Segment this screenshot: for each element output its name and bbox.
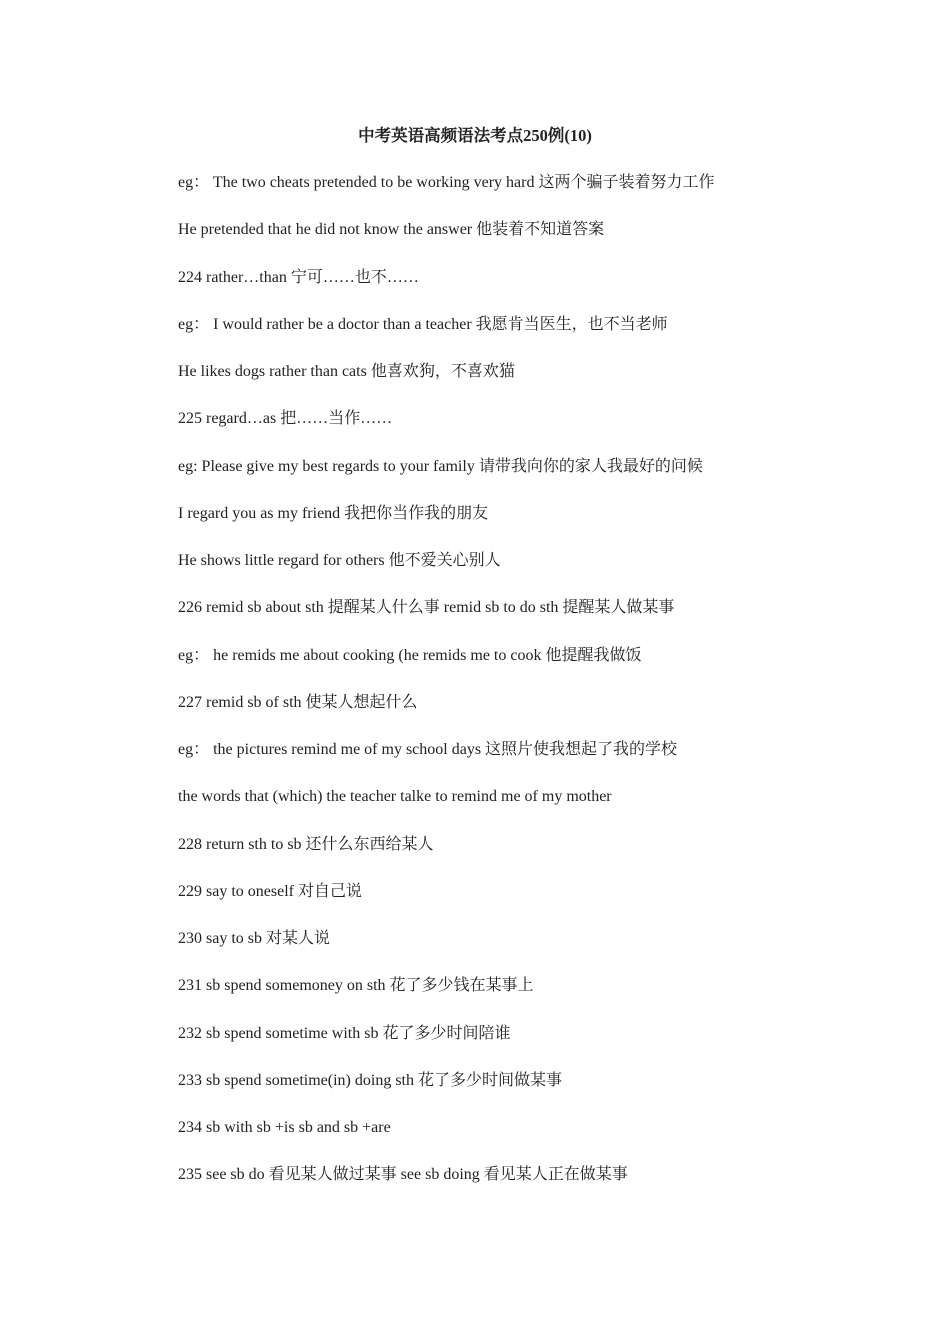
text-line: 224 rather…than 宁可……也不…… <box>178 268 419 286</box>
text-line: 232 sb spend sometime with sb 花了多少时间陪谁 <box>178 1024 511 1042</box>
text-line: He shows little regard for others 他不爱关心别人 <box>178 552 501 569</box>
text-line: 226 remid sb about sth 提醒某人什么事 remid sb to do sth 提醒某人做某事 <box>178 599 675 617</box>
text-line: eg： I would rather be a doctor than a teacher 我愿肯当医生，也不当老师 <box>178 315 668 333</box>
text-line: He pretended that he did not know the answer 他装着不知道答案 <box>178 221 605 239</box>
text-line: 235 see sb do 看见某人做过某事 see sb doing 看见某人正在做某事 <box>178 1166 628 1184</box>
text-line: the words that (which) the teacher talke to remind me of my mother <box>178 788 612 806</box>
text-line: He likes dogs rather than cats 他喜欢狗，不喜欢猫 <box>178 363 515 380</box>
document-title: 中考英语高频语法考点250例(10) <box>358 126 592 145</box>
text-line: I regard you as my friend 我把你当作我的朋友 <box>178 504 489 522</box>
text-line: 233 sb spend sometime(in) doing sth 花了多少时间做某事 <box>178 1071 562 1089</box>
text-line: 231 sb spend somemoney on sth 花了多少钱在某事上 <box>178 977 534 995</box>
document-body <box>178 171 878 1211</box>
text-line: eg: Please give my best regards to your family 请带我向你的家人我最好的问候 <box>178 457 703 475</box>
text-line: eg： The two cheats pretended to be working very hard 这两个骗子装着努力工作 <box>178 174 715 191</box>
text-line: 230 say to sb 对某人说 <box>178 930 331 947</box>
text-line: eg： he remids me about cooking (he remids me to cook 他提醒我做饭 <box>178 646 642 664</box>
text-line: 225 regard…as 把……当作…… <box>178 410 393 428</box>
text-line: 229 say to oneself 对自己说 <box>178 882 362 900</box>
text-line: eg： the pictures remind me of my school days 这照片使我想起了我的学校 <box>178 741 678 758</box>
text-line: 227 remid sb of sth 使某人想起什么 <box>178 693 418 711</box>
text-line: 234 sb with sb +is sb and sb +are <box>178 1119 391 1136</box>
text-line: 228 return sth to sb 还什么东西给某人 <box>178 835 434 853</box>
